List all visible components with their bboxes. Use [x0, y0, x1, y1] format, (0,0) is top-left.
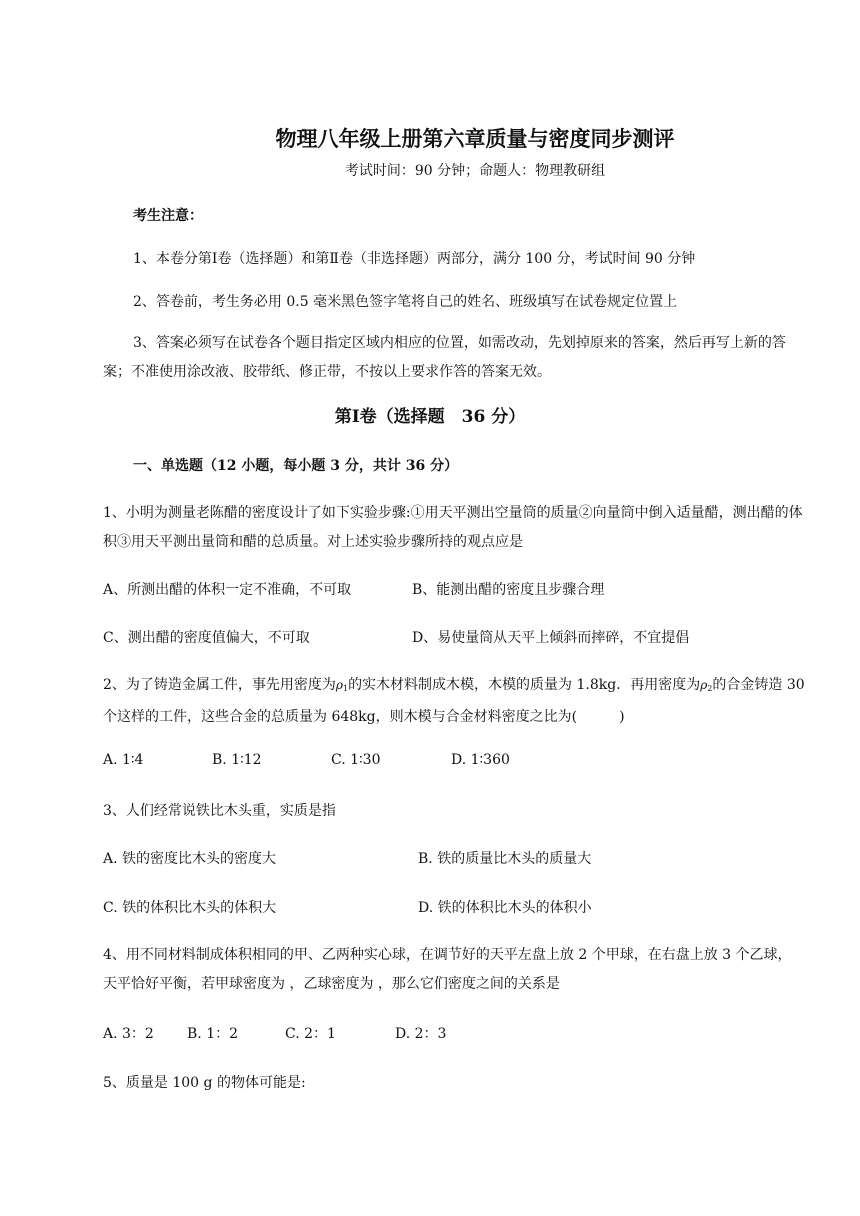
section-subtitle: 一、单选题（12 小题，每小题 3 分，共计 36 分） — [133, 458, 459, 474]
question-2-option-c[interactable]: C. 1∶30 — [331, 752, 381, 768]
notice-item: 3、答案必须写在试卷各个题目指定区域内相应的位置，如需改动，先划掉原来的答案，然后再写上新的答案；不准使用涂改液、胶带纸、修正带，不按以上要求作答的答案无效。 — [103, 335, 786, 380]
notice-item: 1、本卷分第Ⅰ卷（选择题）和第Ⅱ卷（非选择题）两部分，满分 100 分，考试时间 90 分钟 — [133, 251, 696, 267]
rho-symbol: ρ — [700, 678, 708, 692]
question-1-option-b[interactable]: B、能测出醋的密度且步骤合理 — [412, 582, 605, 598]
exam-info: 考试时间：90 分钟；命题人：物理教研组 — [344, 163, 606, 179]
question-2-stem-part2: 的实木材料制成木模，木模的质量为 1.8kg．再用密度为 — [348, 677, 701, 693]
question-2-stem — [103, 671, 805, 732]
question-4-option-c[interactable]: C. 2：1 — [285, 1026, 336, 1042]
question-1-stem: 1、小明为测量老陈醋的密度设计了如下实验步骤:①用天平测出空量筒的质量②向量筒中倒入适量醋，测出醋的体积③用天平测出量筒和醋的总质量。对上述实验步骤所持的观点应是 — [103, 505, 803, 550]
question-4-stem: 4、用不同材料制成体积相同的甲、乙两种实心球，在调节好的天平左盘上放 2 个甲球，在右盘上放 3 个乙球，天平恰好平衡，若甲球密度为 ，乙球密度为 ，那么它们密度之间的关系是 — [103, 947, 792, 992]
question-3-stem: 3、人们经常说铁比木头重，实质是指 — [103, 803, 336, 819]
section-title: 第Ⅰ卷（选择题 36 分） — [334, 407, 526, 427]
question-4-option-a[interactable]: A. 3：2 — [103, 1026, 154, 1042]
question-2-option-a[interactable]: A. 1∶4 — [103, 752, 144, 768]
question-4-option-b[interactable]: B. 1：2 — [187, 1026, 239, 1042]
notice-heading: 考生注意： — [133, 208, 203, 224]
page-title: 物理八年级上册第六章质量与密度同步测评 — [275, 126, 675, 151]
question-3-option-c[interactable]: C. 铁的体积比木头的体积大 — [103, 900, 277, 916]
question-3-option-b[interactable]: B. 铁的质量比木头的质量大 — [418, 851, 592, 867]
question-2-option-d[interactable]: D. 1∶360 — [451, 752, 510, 768]
question-3-option-a[interactable]: A. 铁的密度比木头的密度大 — [103, 851, 277, 867]
notice-item: 2、答卷前，考生务必用 0.5 毫米黑色签字笔将自己的姓名、班级填写在试卷规定位置上 — [133, 294, 678, 310]
question-2-stem-part3: 的合金铸造 30 个这样的工件，这些合金的总质量为 648kg，则木模与合金材料密度之比为( ) — [103, 677, 805, 725]
question-2-option-b[interactable]: B. 1∶12 — [212, 752, 262, 768]
question-1-option-a[interactable]: A、所测出醋的体积一定不准确，不可取 — [103, 582, 352, 598]
rho-subscript: 1 — [342, 684, 349, 693]
rho-subscript: 2 — [707, 684, 713, 693]
question-4-option-d[interactable]: D. 2：3 — [395, 1026, 447, 1042]
question-1-option-d[interactable]: D、易使量筒从天平上倾斜而摔碎，不宜提倡 — [412, 630, 690, 646]
rho-symbol: ρ — [335, 678, 343, 692]
question-2-stem-part1: 2、为了铸造金属工件，事先用密度为 — [103, 677, 336, 693]
question-1-option-c[interactable]: C、测出醋的密度值偏大，不可取 — [103, 630, 310, 646]
question-5-stem: 5、质量是 100 g 的物体可能是: — [103, 1075, 306, 1091]
question-3-option-d[interactable]: D. 铁的体积比木头的体积小 — [418, 900, 592, 916]
